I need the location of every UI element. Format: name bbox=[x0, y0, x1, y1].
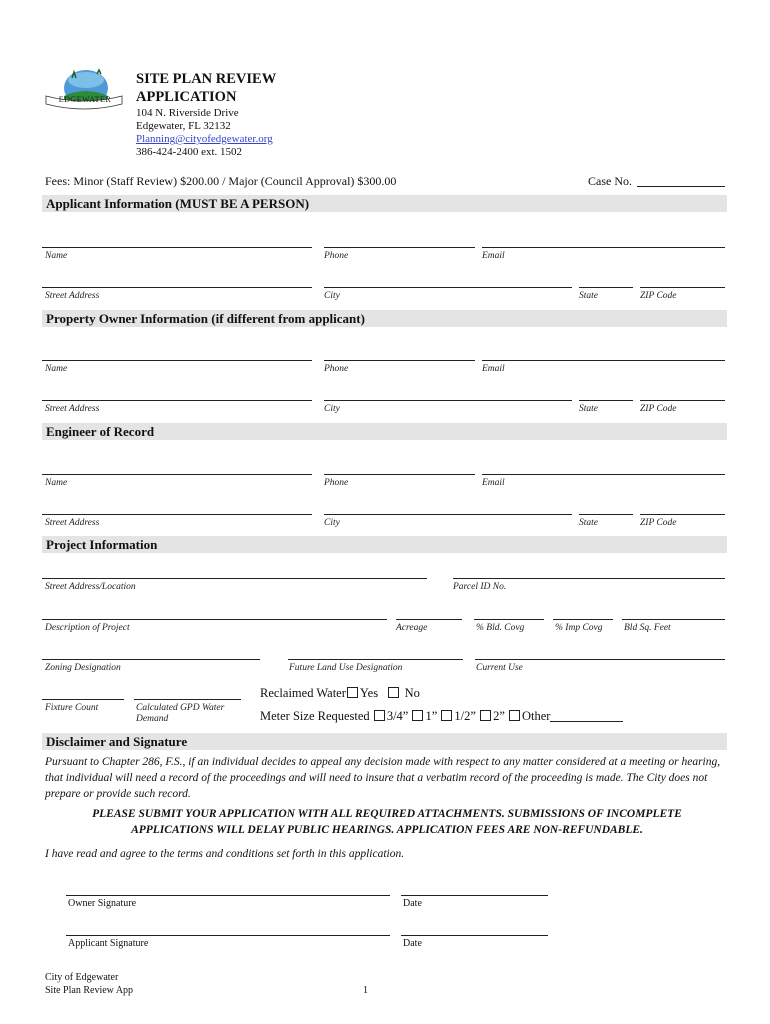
description-field[interactable] bbox=[42, 619, 387, 620]
engineer-city-field[interactable] bbox=[324, 514, 572, 515]
reclaimed-no-label: No bbox=[404, 686, 420, 700]
label-future-land-use: Future Land Use Designation bbox=[289, 663, 403, 673]
address-line2: Edgewater, FL 32132 bbox=[136, 120, 231, 132]
label-email: Email bbox=[482, 478, 505, 488]
fees-text: Fees: Minor (Staff Review) $200.00 / Major (Council Approval) $300.00 bbox=[45, 174, 397, 188]
owner-name-field[interactable] bbox=[42, 360, 312, 361]
label-zip: ZIP Code bbox=[640, 291, 677, 301]
form-title-line1: SITE PLAN REVIEW bbox=[136, 71, 277, 87]
meter-3-4-checkbox[interactable] bbox=[374, 710, 385, 721]
case-no-field[interactable] bbox=[637, 174, 725, 187]
label-current-use: Current Use bbox=[476, 663, 523, 673]
warning-line2: APPLICATIONS WILL DELAY PUBLIC HEARINGS. APPLICATION FEES ARE NON-REFUNDABLE. bbox=[131, 824, 643, 836]
label-state: State bbox=[579, 291, 598, 301]
label-state: State bbox=[579, 518, 598, 528]
applicant-phone-field[interactable] bbox=[324, 247, 475, 248]
section-applicant: Applicant Information (MUST BE A PERSON) bbox=[42, 195, 727, 212]
label-zip: ZIP Code bbox=[640, 404, 677, 414]
label-parcel: Parcel ID No. bbox=[453, 582, 507, 592]
engineer-email-field[interactable] bbox=[482, 474, 725, 475]
label-phone: Phone bbox=[324, 478, 349, 488]
section-engineer: Engineer of Record bbox=[42, 423, 727, 440]
label-city: City bbox=[324, 291, 340, 301]
label-bld-sqft: Bld Sq. Feet bbox=[624, 623, 671, 633]
owner-phone-field[interactable] bbox=[324, 360, 475, 361]
reclaimed-no-checkbox[interactable] bbox=[388, 687, 399, 698]
warning-line1: PLEASE SUBMIT YOUR APPLICATION WITH ALL REQUIRED ATTACHMENTS. SUBMISSIONS OF INCOMPLETE bbox=[92, 808, 682, 820]
project-location-field[interactable] bbox=[42, 578, 427, 579]
meter-1-label: 1” bbox=[425, 709, 438, 723]
address-line1: 104 N. Riverside Drive bbox=[136, 107, 239, 119]
bld-sqft-field[interactable] bbox=[622, 619, 725, 620]
applicant-city-field[interactable] bbox=[324, 287, 572, 288]
reclaimed-yes-checkbox[interactable] bbox=[347, 687, 358, 698]
label-email: Email bbox=[482, 364, 505, 374]
gpd-water-field[interactable] bbox=[134, 699, 241, 700]
label-street-location: Street Address/Location bbox=[45, 582, 136, 592]
owner-city-field[interactable] bbox=[324, 400, 572, 401]
disclaimer-paragraph: Pursuant to Chapter 286, F.S., if an individual decides to appeal any decision made with respect to any matter considered at a meeting or hearing, that individual will need a record of the proceedings and will need to insure that a verbatim record of the proceeding is made. The City does not prepare or provide such record. bbox=[45, 756, 721, 800]
label-applicant-date: Date bbox=[403, 938, 422, 949]
label-city: City bbox=[324, 518, 340, 528]
label-description: Description of Project bbox=[45, 623, 130, 633]
label-street: Street Address bbox=[45, 518, 100, 528]
applicant-state-field[interactable] bbox=[579, 287, 633, 288]
city-logo bbox=[42, 66, 126, 116]
bld-covg-field[interactable] bbox=[474, 619, 544, 620]
label-owner-signature: Owner Signature bbox=[68, 898, 137, 909]
fixture-count-field[interactable] bbox=[42, 699, 124, 700]
meter-other-field[interactable] bbox=[550, 710, 623, 722]
label-name: Name bbox=[45, 251, 68, 261]
meter-2-label: 2” bbox=[493, 709, 505, 723]
current-use-field[interactable] bbox=[475, 659, 725, 660]
owner-signature-field[interactable] bbox=[66, 895, 390, 896]
footer-line2: Site Plan Review App bbox=[45, 985, 134, 996]
applicant-name-field[interactable] bbox=[42, 247, 312, 248]
label-phone: Phone bbox=[324, 364, 349, 374]
owner-state-field[interactable] bbox=[579, 400, 633, 401]
section-project: Project Information bbox=[42, 536, 727, 553]
applicant-signature-field[interactable] bbox=[66, 935, 390, 936]
applicant-zip-field[interactable] bbox=[640, 287, 725, 288]
acreage-field[interactable] bbox=[396, 619, 462, 620]
engineer-name-field[interactable] bbox=[42, 474, 312, 475]
label-email: Email bbox=[482, 251, 505, 261]
reclaimed-label: Reclaimed Water bbox=[260, 686, 346, 700]
label-imp-covg: % Imp Covg bbox=[555, 623, 603, 633]
applicant-street-field[interactable] bbox=[42, 287, 312, 288]
label-owner-date: Date bbox=[403, 898, 422, 909]
agree-statement: I have read and agree to the terms and conditions set forth in this application. bbox=[45, 848, 405, 860]
label-fixture: Fixture Count bbox=[45, 703, 99, 713]
owner-street-field[interactable] bbox=[42, 400, 312, 401]
meter-1-2-checkbox[interactable] bbox=[441, 710, 452, 721]
section-disclaimer: Disclaimer and Signature bbox=[42, 733, 727, 750]
engineer-phone-field[interactable] bbox=[324, 474, 475, 475]
label-phone: Phone bbox=[324, 251, 349, 261]
meter-other-label: Other bbox=[522, 709, 551, 723]
meter-other-checkbox[interactable] bbox=[509, 710, 520, 721]
meter-1-2-label: 1/2” bbox=[454, 709, 476, 723]
logo-text: EDGEWATER bbox=[58, 95, 112, 104]
email-link[interactable]: Planning@cityofedgewater.org bbox=[136, 133, 273, 145]
owner-email-field[interactable] bbox=[482, 360, 725, 361]
label-applicant-signature: Applicant Signature bbox=[68, 938, 149, 949]
owner-date-field[interactable] bbox=[401, 895, 548, 896]
engineer-state-field[interactable] bbox=[579, 514, 633, 515]
label-street: Street Address bbox=[45, 291, 100, 301]
form-title-line2: APPLICATION bbox=[136, 89, 237, 105]
parcel-id-field[interactable] bbox=[453, 578, 725, 579]
engineer-zip-field[interactable] bbox=[640, 514, 725, 515]
page-number: 1 bbox=[363, 985, 368, 996]
reclaimed-water-row bbox=[260, 686, 420, 701]
label-name: Name bbox=[45, 478, 68, 488]
meter-1-checkbox[interactable] bbox=[412, 710, 423, 721]
label-state: State bbox=[579, 404, 598, 414]
label-zip: ZIP Code bbox=[640, 518, 677, 528]
phone-number: 386-424-2400 ext. 1502 bbox=[136, 146, 243, 158]
label-name: Name bbox=[45, 364, 68, 374]
imp-covg-field[interactable] bbox=[553, 619, 613, 620]
applicant-date-field[interactable] bbox=[401, 935, 548, 936]
section-owner: Property Owner Information (if different from applicant) bbox=[42, 310, 727, 327]
meter-3-4-label: 3/4” bbox=[386, 709, 409, 723]
label-city: City bbox=[324, 404, 340, 414]
label-bld-covg: % Bld. Covg bbox=[476, 623, 525, 633]
label-gpd-2: Demand bbox=[136, 714, 169, 724]
applicant-email-field[interactable] bbox=[482, 247, 725, 248]
owner-zip-field[interactable] bbox=[640, 400, 725, 401]
label-zoning: Zoning Designation bbox=[45, 663, 121, 673]
footer-line1: City of Edgewater bbox=[45, 972, 119, 983]
case-no-label: Case No. bbox=[588, 174, 632, 188]
meter-label: Meter Size Requested bbox=[260, 709, 370, 723]
meter-size-row bbox=[260, 709, 550, 724]
label-gpd-1: Calculated GPD Water bbox=[136, 703, 225, 713]
zoning-field[interactable] bbox=[42, 659, 260, 660]
engineer-street-field[interactable] bbox=[42, 514, 312, 515]
meter-2-checkbox[interactable] bbox=[480, 710, 491, 721]
label-acreage: Acreage bbox=[396, 623, 428, 633]
future-land-use-field[interactable] bbox=[288, 659, 463, 660]
label-street: Street Address bbox=[45, 404, 100, 414]
reclaimed-yes-label: Yes bbox=[359, 686, 379, 700]
